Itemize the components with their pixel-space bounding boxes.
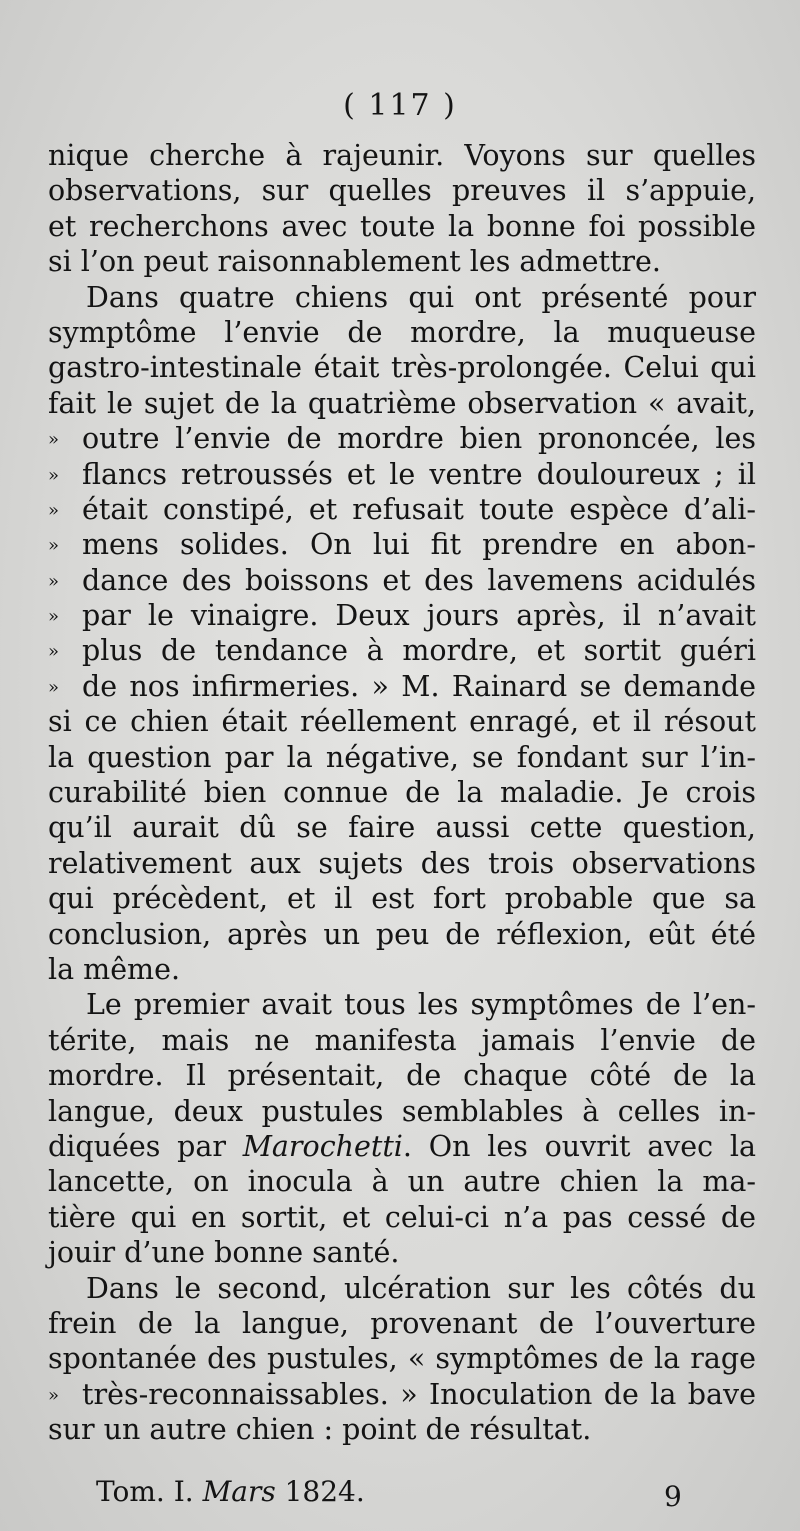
text-line bbox=[48, 846, 756, 881]
text-line bbox=[48, 1235, 756, 1270]
line-text: de nos infirmeries. » M. Rainard se demande bbox=[82, 669, 756, 703]
text-line bbox=[48, 917, 756, 952]
line-text: langue, deux pustules semblables à celles in- bbox=[48, 1094, 756, 1128]
text-line bbox=[48, 633, 756, 668]
line-text: qui précèdent, et il est fort probable que sa bbox=[48, 882, 756, 916]
line-text: gastro-intestinale était très-prolongée. Celui qui bbox=[48, 351, 756, 385]
page-number: ( 117 ) bbox=[343, 88, 457, 123]
line-text: spontanée des pustules, « symptômes de la rage bbox=[48, 1342, 756, 1376]
text-line bbox=[48, 350, 756, 385]
line-text: plus de tendance à mordre, et sortit guéri bbox=[82, 634, 756, 668]
text-line bbox=[48, 173, 756, 208]
text-line bbox=[48, 563, 756, 598]
line-text: jouir d’une bonne santé. bbox=[48, 1236, 400, 1270]
line-text: Dans le second, ulcération sur les côtés du bbox=[86, 1271, 756, 1305]
quote-mark: » bbox=[48, 499, 60, 521]
line-text: observations, sur quelles preuves il s’appuie, bbox=[48, 174, 756, 208]
text-line bbox=[48, 209, 756, 244]
footer-tome: Tom. I. bbox=[96, 1475, 194, 1508]
line-text: si ce chien était réellement enragé, et il résout bbox=[48, 705, 756, 739]
signature-mark: 9 bbox=[664, 1480, 682, 1513]
line-text: qu’il aurait dû se faire aussi cette question, bbox=[48, 811, 756, 845]
body-text bbox=[48, 138, 756, 1447]
line-text: symptôme l’envie de mordre, la muqueuse bbox=[48, 315, 756, 349]
line-text: la même. bbox=[48, 952, 181, 986]
text-line bbox=[48, 280, 756, 315]
text-line bbox=[48, 1023, 756, 1058]
quote-mark: » bbox=[48, 464, 60, 486]
line-text: conclusion, après un peu de réflexion, eût été bbox=[48, 917, 756, 951]
quote-mark: » bbox=[48, 570, 60, 592]
line-text: la question par la négative, se fondant sur l’in- bbox=[48, 740, 756, 774]
text-line bbox=[48, 138, 756, 173]
line-text: mordre. Il présentait, de chaque côté de la bbox=[48, 1059, 756, 1093]
text-line bbox=[48, 457, 756, 492]
line-text: flancs retroussés et le ventre douloureux ; il bbox=[82, 457, 756, 491]
line-text: diquées par bbox=[48, 1129, 243, 1163]
text-line bbox=[48, 1341, 756, 1376]
footer-imprint bbox=[96, 1475, 696, 1509]
line-text: très-reconnaissables. » Inoculation de la bave bbox=[82, 1377, 756, 1411]
text-line bbox=[48, 598, 756, 633]
line-text: et recherchons avec toute la bonne foi possible bbox=[48, 209, 756, 243]
text-line bbox=[48, 810, 756, 845]
line-text: tière qui en sortit, et celui-ci n’a pas cessé de bbox=[48, 1200, 756, 1234]
line-text: . On les ouvrit avec la bbox=[402, 1129, 756, 1163]
line-text: par le vinaigre. Deux jours après, il n’avait bbox=[82, 599, 756, 633]
footer-year: 1824. bbox=[284, 1475, 365, 1508]
line-text: Dans quatre chiens qui ont présenté pour bbox=[86, 280, 756, 314]
text-line bbox=[48, 421, 756, 456]
text-line bbox=[48, 740, 756, 775]
line-text: si l’on peut raisonnablement les admettre. bbox=[48, 245, 661, 279]
text-line bbox=[48, 1271, 756, 1306]
line-text: dance des boissons et des lavemens acidulés bbox=[82, 563, 756, 597]
footer-month: Mars bbox=[202, 1475, 276, 1508]
text-line bbox=[48, 775, 756, 810]
line-text: outre l’envie de mordre bien prononcée, les bbox=[82, 422, 756, 456]
text-line bbox=[48, 987, 756, 1022]
text-line bbox=[48, 1094, 756, 1129]
italic-name: Marochetti bbox=[242, 1129, 403, 1163]
line-text: Le premier avait tous les symptômes de l’en- bbox=[86, 988, 756, 1022]
quote-mark: » bbox=[48, 535, 60, 557]
text-line bbox=[48, 704, 756, 739]
line-text: sur un autre chien : point de résultat. bbox=[48, 1413, 592, 1447]
text-line bbox=[48, 952, 756, 987]
text-line bbox=[48, 1164, 756, 1199]
line-text: térite, mais ne manifesta jamais l’envie de bbox=[48, 1023, 756, 1057]
line-text: relativement aux sujets des trois observations bbox=[48, 846, 756, 880]
line-text: lancette, on inocula à un autre chien la ma- bbox=[48, 1165, 756, 1199]
text-line bbox=[48, 244, 756, 279]
line-text: était constipé, et refusait toute espèce d’ali- bbox=[82, 492, 756, 526]
text-line bbox=[48, 492, 756, 527]
text-line bbox=[48, 1200, 756, 1235]
text-line bbox=[48, 1377, 756, 1412]
quote-mark: » bbox=[48, 641, 60, 663]
line-text: mens solides. On lui fit prendre en abon- bbox=[82, 528, 756, 562]
line-text: fait le sujet de la quatrième observation « avait, bbox=[48, 386, 756, 420]
text-line bbox=[48, 527, 756, 562]
quote-mark: » bbox=[48, 1384, 60, 1406]
text-line bbox=[48, 1306, 756, 1341]
text-line bbox=[48, 1058, 756, 1093]
text-line bbox=[48, 1129, 756, 1164]
text-line bbox=[48, 881, 756, 916]
text-line bbox=[48, 386, 756, 421]
quote-mark: » bbox=[48, 606, 60, 628]
text-line bbox=[48, 1412, 756, 1447]
line-text: frein de la langue, provenant de l’ouverture bbox=[48, 1306, 756, 1340]
text-line bbox=[48, 669, 756, 704]
line-text: nique cherche à rajeunir. Voyons sur quelles bbox=[48, 139, 756, 172]
text-line bbox=[48, 315, 756, 350]
quote-mark: » bbox=[48, 429, 60, 451]
line-text: curabilité bien connue de la maladie. Je crois bbox=[48, 776, 756, 810]
quote-mark: » bbox=[48, 676, 60, 698]
